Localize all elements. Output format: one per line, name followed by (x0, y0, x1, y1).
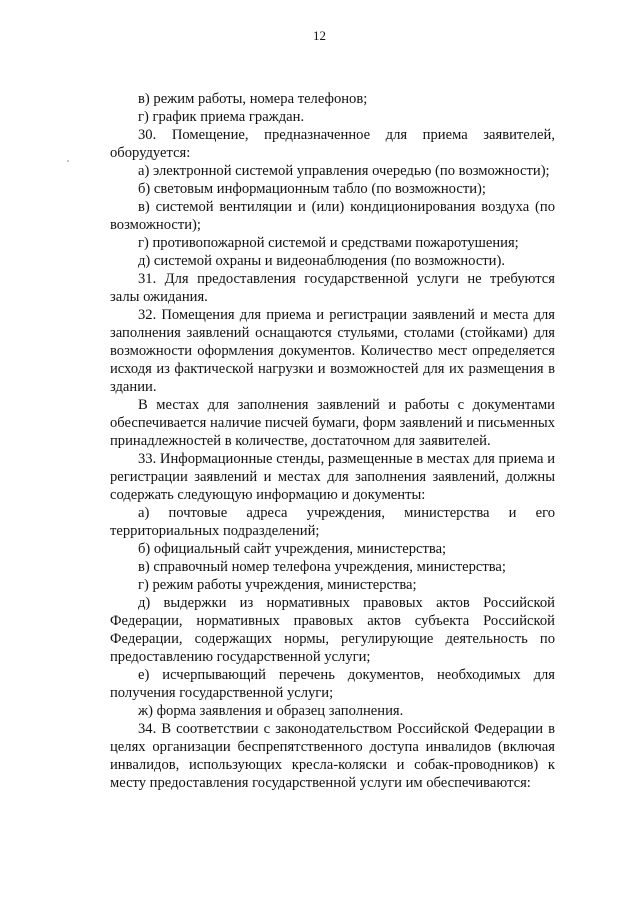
paragraph-33-a: а) почтовые адреса учреждения, министерства и его территориальных подразделений; (110, 505, 555, 539)
paragraph-30-a: а) электронной системой управления очередью (по возможности); (138, 163, 550, 179)
paragraph-32-supplies: В местах для заполнения заявлений и работы с документами обеспечивается наличие писчей бумаги, форм заявлений и письменных принадлежностей в количестве, достаточном для заявителей. (110, 397, 555, 449)
scan-speck (67, 160, 69, 162)
paragraph-33: 33. Информационные стенды, размещенные в местах для приема и регистрации заявлений и местах для заполнения заявлений, должны содержать следующую информацию и документы: (110, 451, 555, 503)
paragraph-33-g: г) режим работы учреждения, министерства; (138, 577, 417, 593)
paragraph-30-b: б) световым информационным табло (по возможности); (138, 181, 486, 197)
paragraph-33-v: в) справочный номер телефона учреждения, министерства; (138, 559, 506, 575)
paragraph-34: 34. В соответствии с законодательством Российской Федерации в целях организации беспрепятственного доступа инвалидов (включая инвалидов, использующих кресла-коляски и собак-проводников) к месту предоставления государственной услуги им обеспечиваются: (110, 721, 555, 791)
paragraph-30-d: д) системой охраны и видеонаблюдения (по возможности). (138, 253, 506, 269)
paragraph-item-g-reception: г) график приема граждан. (138, 109, 305, 125)
paragraph-item-v-schedule: в) режим работы, номера телефонов; (138, 91, 368, 107)
paragraph-30-v: в) системой вентиляции и (или) кондиционирования воздуха (по возможности); (110, 199, 555, 233)
paragraph-33-e: е) исчерпывающий перечень документов, необходимых для получения государственной услуги; (110, 667, 555, 701)
paragraph-30: 30. Помещение, предназначенное для приема заявителей, оборудуется: (110, 127, 555, 161)
paragraph-33-b: б) официальный сайт учреждения, министерства; (138, 541, 447, 557)
paragraph-32: 32. Помещения для приема и регистрации заявлений и места для заполнения заявлений оснащаются стульями, столами (стойками) для возможности оформления документов. Количество мест определяется исходя из фактической нагрузки и возможностей для их размещения в здании. (110, 307, 555, 395)
paragraph-31: 31. Для предоставления государственной услуги не требуются залы ожидания. (110, 271, 555, 305)
page-number: 12 (313, 28, 326, 43)
paragraph-30-g: г) противопожарной системой и средствами пожаротушения; (138, 235, 519, 251)
paragraph-33-zh: ж) форма заявления и образец заполнения. (138, 703, 404, 719)
paragraph-33-d: д) выдержки из нормативных правовых актов Российской Федерации, нормативных правовых актов субъекта Российской Федерации, содержащих нормы, регулирующие деятельность по предоставлению государственной услуги; (110, 595, 555, 665)
document-body (110, 90, 555, 792)
